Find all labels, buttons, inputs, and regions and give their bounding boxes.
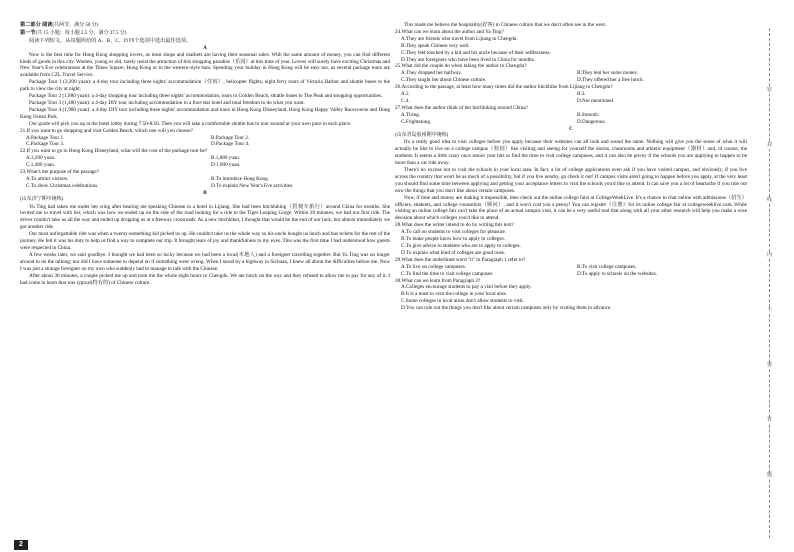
- question-stem: 24.What can we learn about the author and Ya Ting?: [395, 28, 504, 35]
- option: B.To visit college campuses.: [577, 263, 637, 270]
- gutter-char: 内: [766, 253, 772, 258]
- passage-c-source: (山东青岛胶州期中统练): [395, 132, 449, 138]
- option: D.Dangerous.: [577, 118, 606, 125]
- section-heading: 第二部分 阅读(共两节，满分 50 分): [20, 22, 99, 28]
- option: C.They taught her about Chinese culture.: [401, 77, 487, 84]
- question-options: [395, 91, 747, 105]
- question-options: [395, 229, 747, 257]
- gutter-char: 要: [766, 363, 772, 368]
- option: C.Frightening.: [401, 118, 432, 125]
- option: D.They offered her a free lunch.: [577, 77, 644, 84]
- question-options: [20, 155, 390, 169]
- option: B.3.: [577, 91, 586, 98]
- gutter-char: 答: [766, 418, 772, 423]
- option: C.Package Tour 3.: [26, 141, 65, 148]
- questions-b: [395, 29, 747, 126]
- question-stem: 26.According to the passage, at least how many times did the author hitchhike from Lijiang to Chengdu?: [395, 84, 613, 91]
- option: A.3,200 yuan.: [26, 155, 56, 162]
- passage-b-continued: [395, 22, 747, 29]
- questions-a: [20, 128, 390, 190]
- paragraph: After about 30 minutes, a couple picked me up and took me the whole eight hours to Chengdu. We ate lunch on the way and they refused to allow me to pay for any of it. I had come to learn that was typical(特有的) of Chinese culture.: [20, 272, 390, 286]
- question-stem: 29.What does the underlined word "it" in Paragraph 1 refer to?: [395, 256, 526, 263]
- option: A.Colleges encourage students to pay a visit before they apply.: [401, 284, 532, 291]
- right-column: [395, 22, 747, 312]
- option: A.To call on students to visit colleges for pleasure.: [401, 229, 507, 236]
- paragraph: Our guide will pick you up at the hotel lobby during 7:50-8:50. Then you will take a comfortable shuttle bus to tour around at your own pace in each place.: [29, 120, 352, 127]
- option: C.They feel touched by a kid and his uncle because of their selflessness.: [401, 49, 551, 56]
- option: D.To apply to schools on the websites.: [577, 270, 658, 277]
- page-number: 2: [14, 540, 28, 550]
- gutter-char: 密: [766, 88, 772, 93]
- paragraph: Package Tour 2 (1,880 yuan): a 4-day shopping tour including three nights' accommodation, tours to Golden Beach, shuttle buses to The Peak and shopping opportunities.: [29, 93, 383, 100]
- option: A.To attract visitors.: [26, 175, 69, 182]
- passage-b: [20, 204, 390, 287]
- option: D.Not mentioned.: [577, 97, 615, 104]
- part-heading: 第一节(共 15 小题；每小题 2.5 分，满分 37.5 分): [20, 29, 127, 36]
- paragraph: Package Tour 3 (1,480 yuan): a 4-day DIY tour including accommodation in a four-star hotel and total freedom to do what you want.: [29, 99, 305, 106]
- option: C.To find the time to visit college campuses.: [401, 270, 494, 277]
- question-options: [395, 112, 747, 126]
- option: A.Tiring.: [401, 111, 421, 118]
- gutter-char: 题: [766, 473, 772, 478]
- option: B.1,880 yuan.: [211, 155, 241, 162]
- option: B.Package Tour 2.: [211, 134, 250, 141]
- question-stem: 25.What did the couple do when taking the author to Chengdu?: [395, 63, 527, 70]
- question-options: [20, 135, 390, 149]
- paragraph: Now is the best time for Hong Kong shopping lovers, as most shops and markets are having their seasonal sales. With the same amount of money, you can find different kinds of goods in this city. Women, young or old, rarely resist the attraction of this shopping paradise（乐园）at this time of year. Lovers will surely have exciting Christmas and New Year's Eve celebrations at the Times Square, Hong Kong or in the western-style bars. Spending your holiday in Hong Kong will be easy too, as several package tours are available from CZL Travel Service.: [20, 51, 390, 79]
- option: A.They dropped her halfway.: [401, 70, 462, 77]
- passage-c-letter: C: [569, 125, 573, 132]
- paragraph: Yu Ting had taken me under her wing after hearing me speaking Chinese in a hotel in Lijiang. She had been hitchhiking（搭便车旅行）around China for months. She invited me to travel with her, which was how we ended up on the side of the road looking for a ride to the Tiger Leaping Gorge. Within 20 minutes, we had our first ride. The driver couldn't take us all the way and ended up dropping us at a freeway crossroads. As a new hitchhiker, I thought that would be the end of our luck, but almost immediately we got another ride.: [20, 203, 390, 231]
- questions-c: [395, 222, 747, 312]
- instruction: 阅读下列短文，从每题所给的 A、B、C、D 四个选项中选出最佳选项。: [29, 37, 192, 44]
- question-options: [20, 176, 390, 190]
- option: C.To show Christmas celebrations.: [26, 182, 99, 189]
- paragraph: Package Tour 1 (3,200 yuan): a 4-day tour including three nights' accommodation（住宿）, helicopter flights, night ferry tours of Victoria Harbor and shuttle buses to the park to view the city at night.: [20, 79, 390, 93]
- option: D.They are foreigners who have been lived in China for months.: [401, 56, 535, 63]
- option: B.They lent her some money.: [577, 70, 639, 77]
- paragraph: Our most unforgettable ride was when a twenty-something kid picked us up. He couldn't take us the whole way so his uncle bought us lunch and bus tickets for the rest of the journey. He felt it was his duty to help us find a way to complete our trip. It brought tears of joy and thankfulness to my eyes. This was the first time I had understood how guests were respected in China.: [20, 231, 390, 251]
- gutter-char: 线: [766, 198, 772, 203]
- option: B.They speak Chinese very well.: [401, 42, 470, 49]
- option: B.To introduce Hong Kong.: [211, 175, 269, 182]
- passage-b-letter: B: [203, 189, 207, 196]
- passage-a-letter: A: [203, 44, 207, 51]
- option: D.To explain New Year's Eve activities.: [211, 182, 294, 189]
- paragraph: This made me believe the hospitality(好客) in Chinese culture that we don't often see in the west.: [404, 22, 607, 28]
- option: A.Package Tour 1.: [26, 134, 65, 141]
- passage-a: [20, 52, 390, 128]
- option: A.2.: [401, 91, 410, 98]
- left-column: [20, 22, 390, 286]
- question-stem: 22.If you want to go to Hong Kong Disneyland, what will the cost of the package tour be?: [20, 148, 208, 155]
- option: C.To give advice to students who are to apply to colleges.: [401, 243, 521, 249]
- option: C.1,480 yuan.: [26, 162, 56, 169]
- option: C.4.: [401, 97, 410, 104]
- option: A.To live on college campuses.: [401, 263, 467, 270]
- gutter-char: 不: [766, 308, 772, 313]
- passage-b-source: (山东济宁期中统练): [20, 196, 64, 202]
- question-options: [395, 284, 747, 312]
- question-stem: 30.What can we learn from Paragraph 2?: [395, 277, 481, 284]
- option: D.To explain what kind of colleges are good ones.: [401, 249, 506, 256]
- question-stem: 27.What does the author think of her hitchhiking around China?: [395, 104, 528, 111]
- option: B.It is a must to visit the college in your local area.: [401, 291, 507, 298]
- gutter-char: 封: [766, 143, 772, 148]
- question-options: [395, 264, 747, 278]
- question-options: [395, 70, 747, 84]
- paragraph: There's no excuse not to visit the schools in your local area. In fact, a lot of college applications even ask if you have visited campus, and obviously, if you live across the country that won't be as much of a possibility, but if you live nearby, go check it out! If campus visits aren't going to happen before you apply, at the very least you should find some time between applying and getting your acceptance letters to visit the schools you'd like to attend. It can save you a lot of heartache if you rule out now the things that you don't like about certain campuses.: [395, 167, 747, 194]
- paragraph: A few weeks later, we said goodbye. I thought we had been so lucky because we had been a local(本地人) and a foreigner travelling together. But Ya Ting was no longer around to do the talking; nor did I have someone to depend on if something went wrong. When I stood by a highway in Sichuan, I knew all about the difficulties before me. Now I was just a strange foreigner on my own who suddenly had to manage to talk with the Chinese.: [20, 251, 390, 272]
- question-stem: 28.What does the writer intend to do by writing this text?: [395, 222, 514, 229]
- passage-c: [395, 139, 747, 222]
- option: B.Smooth.: [577, 111, 600, 118]
- binding-gutter: [760, 28, 780, 538]
- paragraph: Now, if time and money are making it impossible, then check out the online college fairs at CollegeWeekLive. It's a chance to chat online with admissions（招生）officers, students, and college counselors（顾问）, and it won't cost you a penny! You can register（注册）for its online college fair at collegeweeklive.com. While visiting an online college fair can't take the place of an actual campus visit, it can be a very useful tool that along with all your other research will help you make a wise decision about which colleges you'd like to attend.: [395, 194, 747, 222]
- paragraph: Package Tour 4 (1,900 yuan): a 4-day DIY tour including three nights' accommodation and tours in Hong Kong Disneyland, Hong Kong Happy Valley Racecourse and Hong Kong Ocean Park.: [20, 106, 390, 120]
- option: D.You can rule out the things you don't like about certain campuses only by visiting them in advance.: [401, 305, 612, 312]
- option: C.Some colleges in local areas don't allow students to visit.: [401, 298, 524, 305]
- question-stem: 21.If you want to go shopping and visit Golden Beach, which one will you choose?: [20, 127, 193, 134]
- option: B.To make people know how to apply to colleges.: [401, 236, 505, 243]
- option: D.1,900 yuan.: [211, 162, 241, 169]
- question-stem: 23.What's the purpose of the passage?: [20, 169, 100, 176]
- option: D.Package Tour 4.: [211, 141, 250, 148]
- seal-line: [769, 28, 770, 538]
- question-options: [395, 36, 747, 64]
- option: A.They are friends who travel from Lijiang to Chengdu.: [401, 35, 518, 42]
- paragraph: It's a really good idea to visit colleges before you apply because their websites can all look and sound the same. Nothing will give you the sense of what it will actually be like to live on a college campus（校园）like visiting and seeing for yourself the dorms, classrooms and athletic equipment（器材）and, of course, the students. It seems a little crazy once senior year hits to find the time to visit college campuses, and it can also be pricey if the schools you are applying to happen to be more than a car ride away.: [395, 139, 747, 167]
